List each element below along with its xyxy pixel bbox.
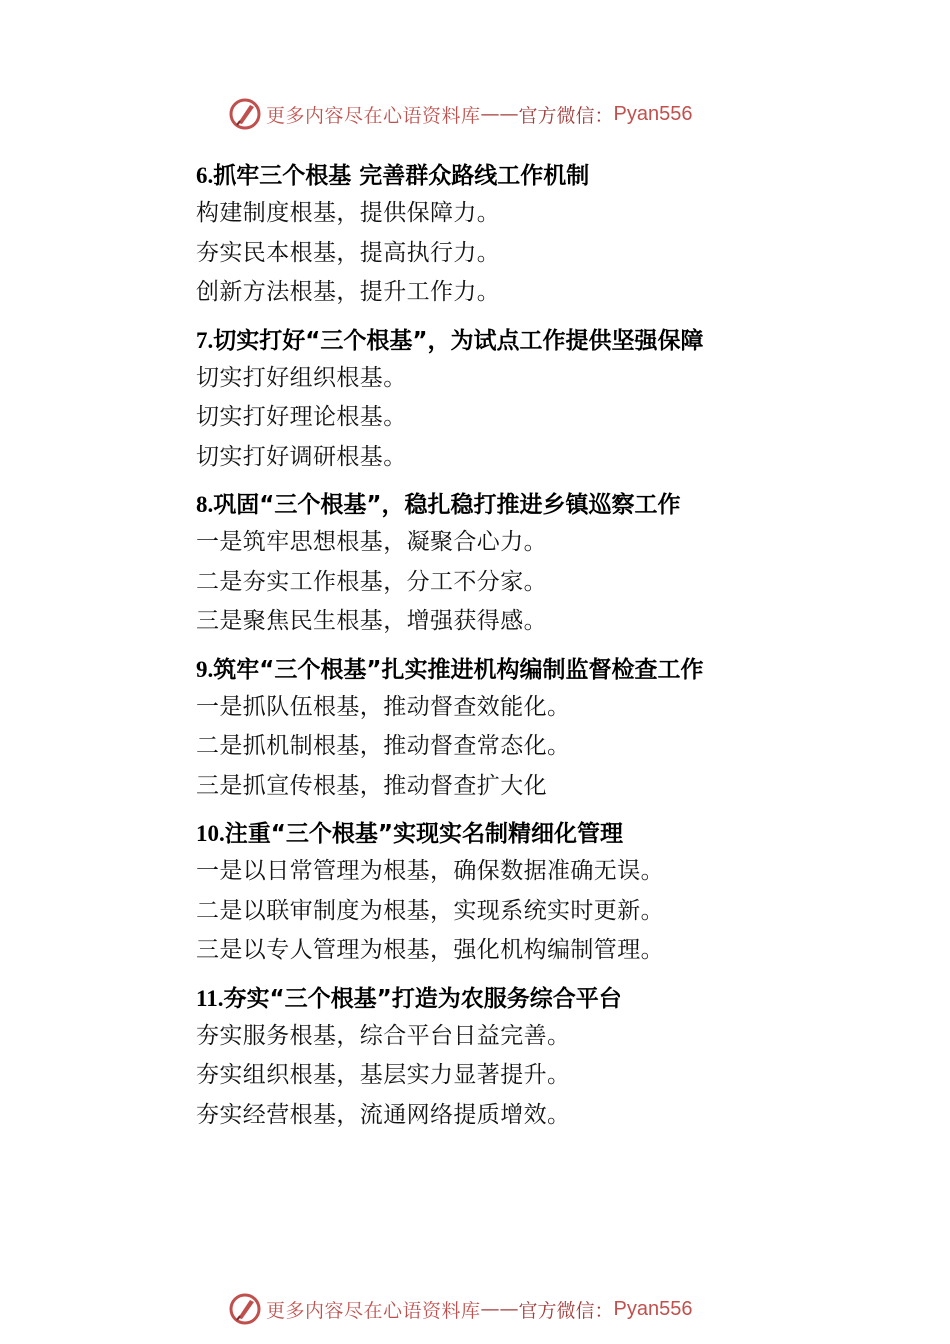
section-line: 切实打好调研根基。 [196,443,407,470]
section-line: 夯实民本根基，提高执行力。 [196,239,501,266]
quill-logo-icon [228,1292,262,1326]
section-heading [196,487,916,523]
section-heading [196,158,916,194]
section-heading [196,323,916,359]
section-title: 抓牢三个根基 完善群众路线工作机制 [213,163,590,189]
section-title: 夯实“三个根基”打造为农服务综合平台 [223,985,622,1012]
section-9 [196,652,916,807]
section-line: 夯实组织根基，基层实力显著提升。 [196,1062,571,1088]
quill-logo-icon [228,97,262,131]
section-line: 创新方法根基，提升工作力。 [196,279,501,305]
section-line: 一是抓队伍根基，推动督查效能化。 [196,693,571,720]
section-number: 9. [196,656,214,682]
section-number: 11. [196,985,224,1011]
section-line: 夯实服务根基，综合平台日益完善。 [196,1022,571,1049]
section-6 [196,158,916,313]
section-title: 巩固“三个根基”，稳扎稳打推进乡镇巡察工作 [213,492,681,518]
section-line: 二是抓机制根基，推动督查常态化。 [196,733,571,759]
section-line: 一是筑牢思想根基，凝聚合心力。 [196,529,547,555]
section-line: 切实打好理论根基。 [196,404,407,430]
banner-separator: —— [480,103,519,125]
banner-wechat-id: Pyan556 [613,102,693,125]
section-title: 筑牢“三个根基”扎实推进机构编制监督检查工作 [213,656,704,683]
section-number: 7. [196,327,214,353]
banner-wechat-id: Pyan556 [613,1297,693,1320]
banner-wechat-label: 官方微信： [518,104,614,127]
section-line: 三是抓宣传根基，推动督查扩大化 [196,772,547,799]
section-title: 注重“三个根基”实现实名制精细化管理 [224,821,623,847]
section-heading [196,652,916,688]
section-8 [196,487,916,642]
section-7 [196,323,916,478]
section-line: 三是以专人管理为根基，强化机构编制管理。 [196,937,664,963]
section-line: 三是聚焦民生根基，增强获得感。 [196,608,547,634]
banner-separator: —— [480,1298,519,1320]
section-line: 一是以日常管理为根基，确保数据准确无误。 [196,858,664,884]
banner-text: 更多内容尽在心语资料库 [266,1299,481,1322]
section-11 [196,981,916,1136]
section-line: 夯实经营根基，流通网络提质增效。 [196,1101,571,1128]
footer-banner [228,1291,693,1327]
section-line: 二是夯实工作根基，分工不分家。 [196,568,547,595]
section-number: 6. [196,163,214,188]
section-number: 8. [196,492,214,517]
section-line: 切实打好组织根基。 [196,364,407,391]
header-banner [228,96,693,132]
section-heading [196,981,916,1017]
section-title: 切实打好“三个根基”，为试点工作提供坚强保障 [213,327,704,354]
section-line: 二是以联审制度为根基，实现系统实时更新。 [196,897,664,924]
banner-text: 更多内容尽在心语资料库 [266,104,481,127]
section-heading [196,816,916,852]
banner-wechat-label: 官方微信： [518,1299,614,1322]
section-10 [196,816,916,971]
section-line: 构建制度根基，提供保障力。 [196,200,501,226]
document-body [196,158,916,1145]
section-number: 10. [196,821,225,846]
